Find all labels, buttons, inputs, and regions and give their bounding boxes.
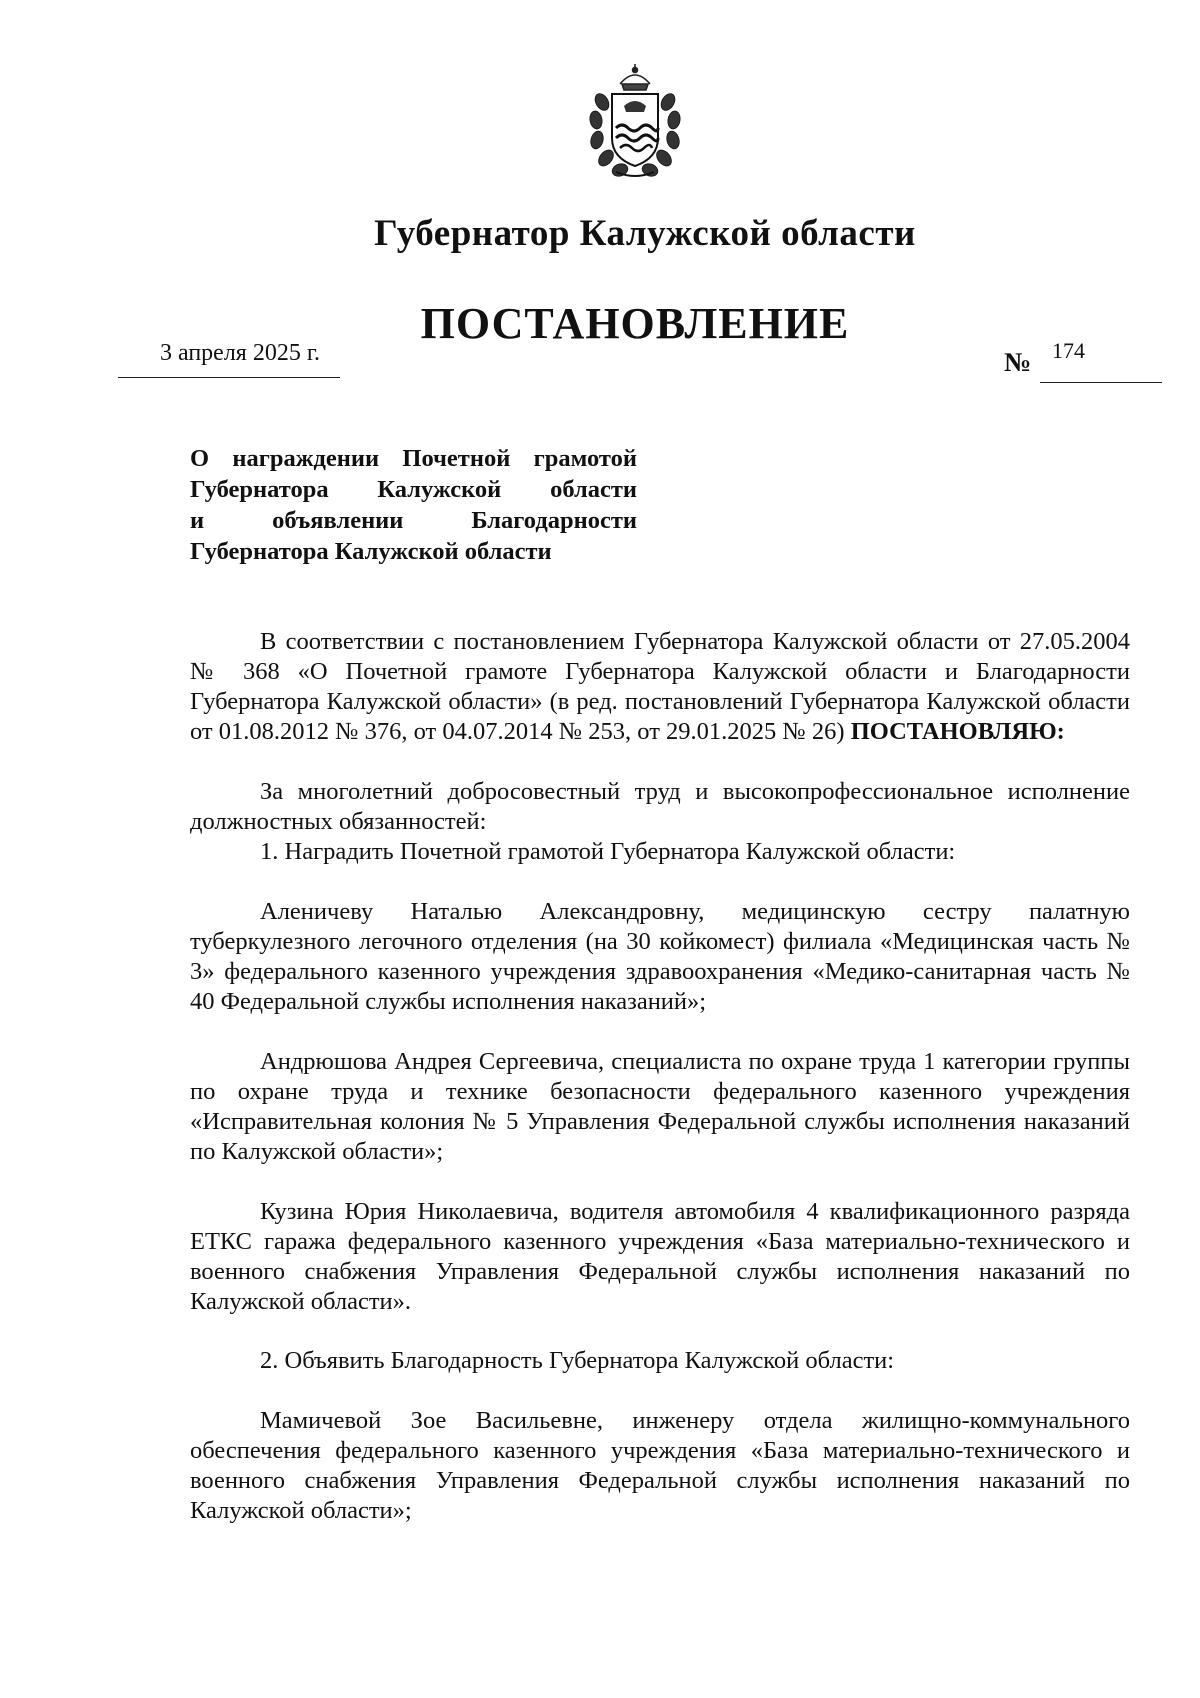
document-subject	[190, 443, 637, 567]
preamble-body: В соответствии с постановлением Губернатора Калужской области от 27.05.2004 № 368 «О Почетной грамоте Губернатора Калужской области и Благодарности Губернатора Калужской области» (в ред. постановлений Губернатора Калужской области от 01.08.2012 № 376, от 04.07.2014 № 253, от 29.01.2025 № 26)	[190, 628, 1130, 745]
section-1-item	[190, 897, 1130, 1017]
section-2-heading: 2. Объявить Благодарность Губернатора Калужской области:	[260, 1347, 895, 1374]
coat-of-arms-emblem	[580, 62, 690, 182]
subject-line: О награждении Почетной грамотой	[190, 445, 637, 472]
preamble-text	[190, 627, 1130, 747]
subject-line: и объявлении Благодарности	[190, 507, 637, 534]
section-1-heading-block	[190, 837, 1130, 867]
reason-text: За многолетний добросовестный труд и высокопрофессиональное исполнение должностных обязанностей:	[190, 778, 1130, 835]
document-date: 3 апреля 2025 г.	[118, 340, 340, 378]
document-number-label: №	[1004, 347, 1032, 377]
section-1-item	[190, 1197, 1130, 1317]
award-recipient-text: Андрюшова Андрея Сергеевича, специалиста по охране труда 1 категории группы по охране труда и технике безопасности федерального казенного учреждения «Исправительная колония № 5 Управления Федеральной службы исполнения наказаний по Калужской области»;	[190, 1048, 1130, 1165]
document-number-underline	[1040, 382, 1162, 383]
gratitude-recipient-text: Мамичевой Зое Васильевне, инженеру отдела жилищно-коммунального обеспечения федерального казенного учреждения «База материально-технического и военного снабжения Управления Федеральной службы исполнения наказаний по Калужской области»;	[190, 1407, 1130, 1524]
document-number: 174	[1052, 338, 1085, 363]
award-recipient-text: Кузина Юрия Николаевича, водителя автомобиля 4 квалификационного разряда ЕТКС гаража федерального казенного учреждения «База материально-технического и военного снабжения Управления Федеральной службы исполнения наказаний по Калужской области».	[190, 1198, 1130, 1315]
subject-line: Губернатора Калужской области	[190, 538, 552, 565]
preamble-paragraph	[190, 627, 1130, 747]
section-1-heading: 1. Наградить Почетной грамотой Губернатора Калужской области:	[260, 838, 956, 865]
award-recipient-text: Аленичеву Наталью Александровну, медицинскую сестру палатную туберкулезного легочного отделения (на 30 койкомест) филиала «Медицинская часть № 3» федерального казенного учреждения здравоохранения «Медико-санитарная часть № 40 Федеральной службы исполнения наказаний»;	[190, 898, 1130, 1015]
section-2-item	[190, 1406, 1130, 1526]
document-type-title: ПОСТАНОВЛЕНИЕ	[420, 299, 850, 348]
subject-line: Губернатора Калужской области	[190, 476, 637, 503]
reason-paragraph	[190, 777, 1130, 837]
section-2-heading-block	[190, 1346, 1130, 1376]
section-1-item	[190, 1047, 1130, 1167]
issuing-authority: Губернатор Калужской области	[374, 213, 916, 254]
decree-word: ПОСТАНОВЛЯЮ:	[850, 718, 1065, 745]
